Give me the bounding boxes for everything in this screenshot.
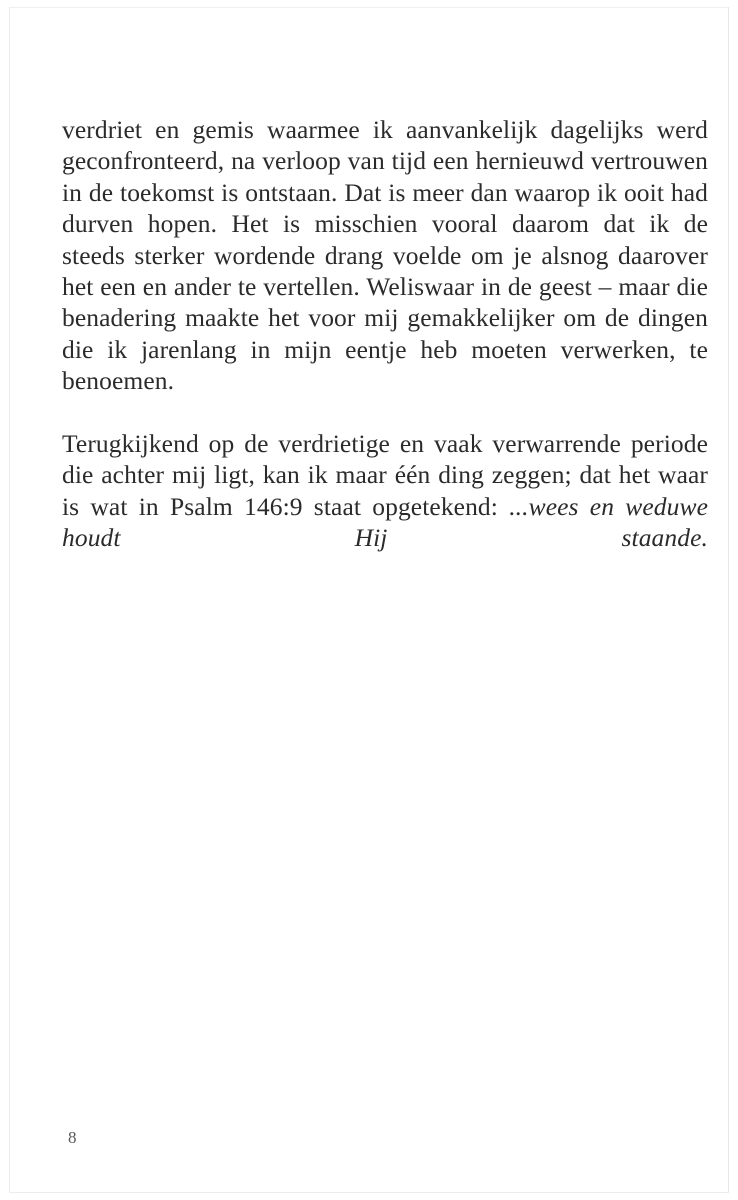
scan-edge-top <box>9 7 729 8</box>
paragraph-2-lead-text: Terugkijkend op de verdrietige en vaak verwarrende periode die achter mij ligt, kan ik maar één ding zeggen; dat het waar is wat in Psalm 146:9 staat opgetekend: <box>62 429 708 521</box>
body-paragraph-2 <box>62 428 708 585</box>
scan-edge-bottom <box>9 1192 729 1193</box>
scan-edge-right <box>728 7 729 1193</box>
body-paragraph-1: verdriet en gemis waarmee ik aanvankelijk dagelijks werd geconfronteerd, na verloop van tijd een hernieuwd vertrouwen in de toekomst is ontstaan. Dat is meer dan waarop ik ooit had durven hopen. Het is misschien vooral daarom dat ik de steeds sterker wordende drang voelde om je alsnog daarover het een en ander te vertellen. Weliswaar in de geest – maar die benadering maakte het voor mij gemakkelijker om de dingen die ik jarenlang in mijn eentje heb moeten verwerken, te benoemen. <box>62 115 708 396</box>
scan-edge-left <box>9 7 10 1193</box>
page-number: 8 <box>68 1128 77 1147</box>
page-text-block <box>62 114 708 585</box>
psalm-verse-quote: ...wees en weduwe houdt Hij staande. <box>62 491 709 553</box>
